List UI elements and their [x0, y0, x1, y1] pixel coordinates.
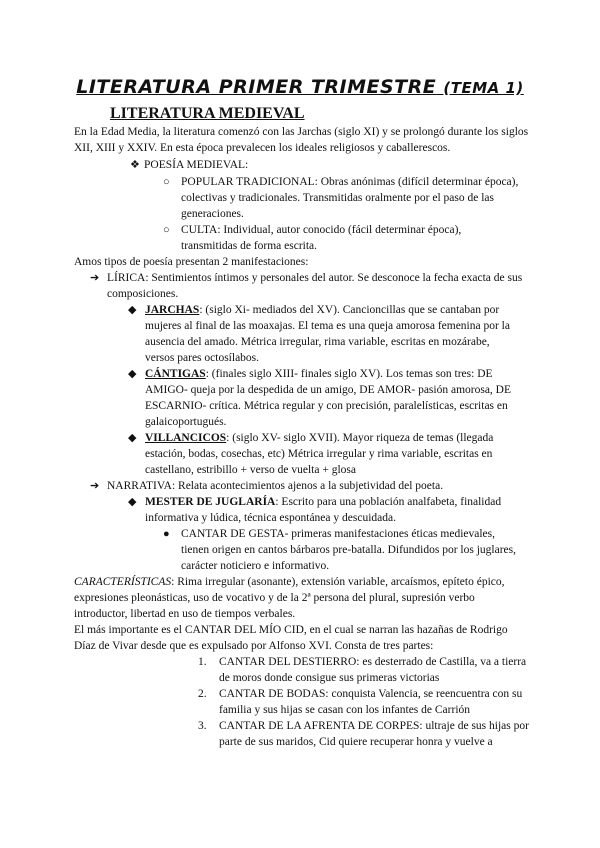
mester-term: MESTER DE JUGLARÍA	[145, 496, 276, 508]
cantigas-term: CÁNTIGAS	[145, 368, 206, 380]
list-number: 3.	[198, 720, 207, 732]
arrow-bullet-icon: ➔	[90, 480, 100, 492]
cantigas-text: : (finales siglo XIII- finales siglo XV). Los temas son tres: DE AMIGO- queja por la despedida de un amigo, DE AMOR- pasión amorosa, DE ESCARNIO- crítica. Métrica regular y con precisión, paralelísticas, escritas en galaicoportugués.	[145, 368, 512, 428]
list-item-villancicos	[145, 430, 517, 478]
circle-bullet-icon: ○	[163, 224, 170, 236]
villancicos-text: : (siglo XV- siglo XVII). Mayor riqueza de temas (llegada estación, bodas, cosechas, etc) Métrica irregular y rima variable, escritas en castellano, estribillo + verso de vuelta + glosa	[145, 432, 494, 476]
narrativa-text: NARRATIVA: Relata acontecimientos ajenos a la subjetividad del poeta.	[107, 480, 444, 492]
list-item-cantigas	[145, 366, 517, 430]
list-item-bodas: CANTAR DE BODAS: conquista Valencia, se reencuentra con su familia y sus hijas se casan con los infantes de Carrión	[219, 688, 523, 716]
arrow-bullet-icon: ➔	[90, 272, 100, 284]
diamond-solid-icon: ◆	[128, 432, 137, 444]
caracteristicas-label: CARACTERÍSTICAS	[74, 576, 172, 588]
caracteristicas-paragraph	[74, 574, 529, 622]
intro-paragraph: En la Edad Media, la literatura comenzó con las Jarchas (siglo XI) y se prolongó durante los siglos XII, XIII y XXIV. En esta época prevalecen los ideales religiosos y caballerescos.	[74, 126, 529, 154]
lirica-text: LÍRICA: Sentimientos íntimos y personales del autor. Se desconoce la fecha exacta de sus composiciones.	[107, 272, 523, 300]
dot-bullet-icon: ●	[163, 528, 170, 540]
list-item-afrenta: CANTAR DE LA AFRENTA DE CORPES: ultraje de sus hijas por parte de sus maridos, Cid quiere recuperar honra y vuelve a	[219, 720, 529, 748]
list-item-culta: CULTA: Individual, autor conocido (fácil determinar época), transmitidas de forma escrita.	[181, 224, 462, 252]
list-item-cantar-gesta: CANTAR DE GESTA- primeras manifestaciones éticas medievales, tienen origen en cantos bárbaros pre-batalla. Difundidos por los juglares, carácter noticiero e informativo.	[181, 528, 516, 572]
villancicos-term: VILLANCICOS	[145, 432, 227, 444]
page-title	[0, 76, 600, 98]
list-item-mester	[145, 494, 517, 526]
list-number: 2.	[198, 688, 207, 700]
diamond-solid-icon: ◆	[128, 368, 137, 380]
section-subtitle: LITERATURA MEDIEVAL	[110, 105, 305, 122]
list-item-popular: POPULAR TRADICIONAL: Obras anónimas (difícil determinar época), colectivas y tradicionales. Transmitidas oralmente por el paso de las generaciones.	[181, 176, 519, 220]
list-item-destierro: CANTAR DEL DESTIERRO: es desterrado de Castilla, va a tierra de moros donde consigue sus primeras victorias	[219, 656, 527, 684]
title-text: LITERATURA PRIMER TRIMESTRE	[76, 76, 437, 98]
mio-cid-paragraph: El más importante es el CANTAR DEL MÍO CID, en el cual se narran las hazañas de Rodrigo Díaz de Vivar desde que es expulsado por Alfonso XVI. Consta de tres partes:	[74, 624, 508, 652]
jarchas-term: JARCHAS	[145, 304, 200, 316]
manifest-intro: Amos tipos de poesía presentan 2 manifestaciones:	[74, 256, 309, 268]
diamond-solid-icon: ◆	[128, 304, 137, 316]
jarchas-text: : (siglo Xi- mediados del XV). Cancioncillas que se cantaban por mujeres al final de las moaxajas. El tema es una queja amorosa femenina por la ausencia del amado. Métrica irregular, rima variable, escritas en mozárabe, versos pares octosílabos.	[145, 304, 510, 364]
circle-bullet-icon: ○	[163, 176, 170, 188]
diamond-solid-icon: ◆	[128, 496, 137, 508]
list-number: 1.	[198, 656, 207, 668]
caracteristicas-text: : Rima irregular (asonante), extensión variable, arcaísmos, epíteto épico, expresiones pleonásticas, uso de vocativo y de la 2ª persona del plural, supresión verbo introductor, libertad en uso de tiempos verbales.	[74, 576, 505, 620]
mester-text: : Escrito para una población analfabeta, finalidad informativa y lúdica, técnica espontánea y descuidada.	[145, 496, 502, 524]
poesia-heading: POESÍA MEDIEVAL:	[144, 159, 249, 171]
list-item-jarchas	[145, 302, 517, 366]
title-suffix: (TEMA 1)	[443, 79, 524, 97]
diamond-bullet-icon: ❖	[130, 159, 140, 171]
